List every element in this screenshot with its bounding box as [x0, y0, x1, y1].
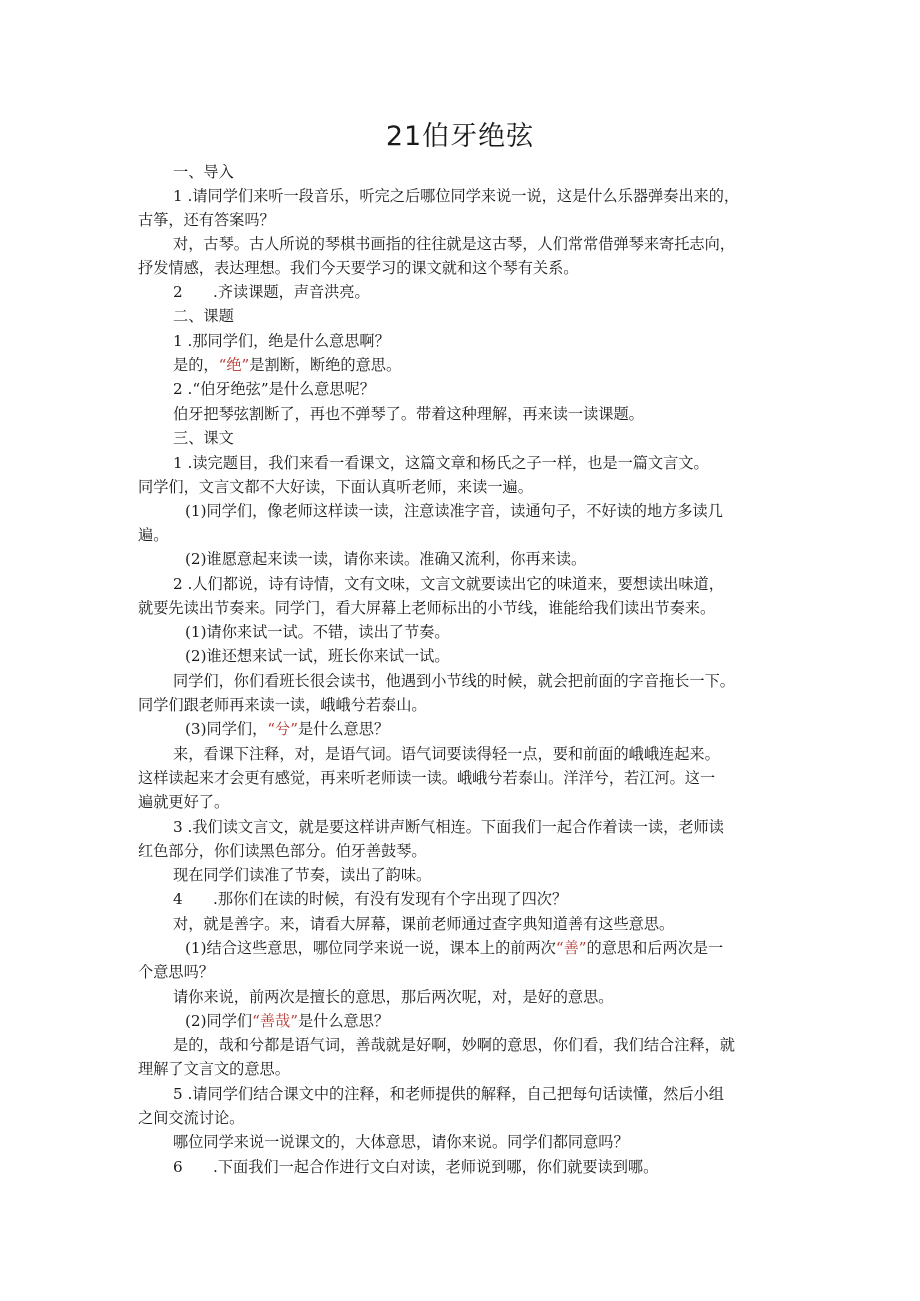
- text-line: [185, 719, 389, 739]
- line-text: 1 .那同学们，绝是什么意思啊？: [173, 332, 390, 350]
- text-line: [173, 428, 234, 448]
- line-text: 红色部分，你们读黑色部分。伯牙善鼓琴。: [138, 842, 427, 860]
- line-text: (1)请你来试一试。不错，读出了节奏。: [185, 623, 450, 641]
- line-text: 这样读起来才会更有感觉，再来听老师读一读。峨峨兮若泰山。洋洋兮，若江河。这一: [138, 769, 716, 787]
- text-line: [138, 598, 715, 618]
- text-line: [173, 889, 567, 909]
- line-text: 遍就更好了。: [138, 793, 230, 811]
- text-line: [173, 234, 735, 254]
- line-text: 2 .人们都说，诗有诗情，文有文味，文言文就要读出它的味道来，要想读出味道，: [173, 575, 724, 593]
- line-text: 对，古琴。古人所说的琴棋书画指的往往就是这古琴，人们常常借弹琴来寄托志向，: [173, 235, 735, 253]
- line-text: 对，就是善字。来，请看大屏幕，课前老师通过查字典知道善有这些意思。: [173, 915, 675, 933]
- text-line: [138, 841, 427, 861]
- line-text: 来，看课下注释，对，是语气词。语气词要读得轻一点，要和前面的峨峨连起来。: [173, 745, 720, 763]
- text-line: [173, 331, 390, 351]
- line-text: 现在同学们读准了节奏，读出了韵味。: [173, 866, 432, 884]
- line-text: 古筝，还有答案吗？: [138, 211, 275, 229]
- text-line: [138, 792, 229, 812]
- highlighted-term: “兮”: [267, 720, 298, 738]
- line-text: 三、课文: [173, 429, 234, 447]
- line-text: (2)谁愿意起来读一读，请你来读。准确又流利，你再来读。: [185, 550, 587, 568]
- line-text: 二、课题: [173, 307, 234, 325]
- text-line: [173, 574, 724, 594]
- text-line: [173, 744, 720, 764]
- text-line: [173, 379, 375, 399]
- text-line: [173, 453, 709, 473]
- text-line: [138, 768, 715, 788]
- line-text: 个意思吗？: [138, 963, 214, 981]
- text-line: [138, 525, 168, 545]
- line-text: (2)同学们: [185, 1012, 253, 1030]
- line-text: 2 .齐读课题，声音洪亮。: [173, 283, 370, 301]
- text-line: [173, 186, 739, 206]
- line-text: 遍。: [138, 526, 169, 544]
- line-text: 是割断，断绝的意思。: [249, 356, 402, 374]
- line-text: 同学们跟老师再来读一读，峨峨兮若泰山。: [138, 696, 427, 714]
- line-text: 6 .下面我们一起合作进行文白对读，老师说到哪，你们就要读到哪。: [173, 1158, 659, 1176]
- line-text: 一、导入: [173, 163, 234, 181]
- text-line: [138, 695, 427, 715]
- text-line: [138, 962, 214, 982]
- line-text: 的意思和后两次是一: [586, 939, 724, 957]
- line-text: 之间交流讨论。: [138, 1109, 245, 1127]
- text-line: [173, 1084, 724, 1104]
- line-text: (3)同学们，: [185, 720, 268, 738]
- text-line: [173, 306, 234, 326]
- text-line: [173, 1132, 629, 1152]
- text-line: [138, 1108, 244, 1128]
- line-text: (1)结合这些意思，哪位同学来说一说，课本上的前两次: [185, 939, 556, 957]
- line-text: 理解了文言文的意思。: [138, 1060, 290, 1078]
- text-line: [138, 210, 275, 230]
- line-text: 是的，: [173, 356, 219, 374]
- line-text: (1)同学们，像老师这样读一读，注意读准字音，读通句子，不好读的地方多读几: [185, 502, 723, 520]
- text-line: [173, 1035, 735, 1055]
- text-line: [173, 404, 644, 424]
- line-text: 5 .请同学们结合课文中的注释，和老师提供的解释，自己把每句话读懂，然后小组: [173, 1085, 724, 1103]
- line-text: 就要先读出节奏来。同学门，看大屏幕上老师标出的小节线，谁能给我们读出节奏来。: [138, 599, 716, 617]
- page-title: 21伯牙绝弦: [385, 121, 535, 152]
- highlighted-term: “善”: [555, 939, 587, 957]
- line-text: (2)谁还想来试一试，班长你来试一试。: [185, 647, 450, 665]
- text-line: [173, 865, 431, 885]
- text-line: [173, 671, 735, 691]
- line-text: 4 .那你们在读的时候，有没有发现有个字出现了四次？: [173, 890, 568, 908]
- text-line: [138, 1059, 290, 1079]
- highlighted-term: “绝”: [218, 356, 250, 374]
- text-line: [173, 282, 370, 302]
- line-text: 3 .我们读文言文，就是要这样讲声断气相连。下面我们一起合作着读一读，老师读: [173, 818, 724, 836]
- line-text: 是的，哉和兮都是语气词，善哉就是好啊，妙啊的意思，你们看，我们结合注释，就: [173, 1036, 735, 1054]
- text-line: [185, 1011, 389, 1031]
- text-line: [185, 622, 450, 642]
- line-text: 1 .读完题目，我们来看一看课文，这篇文章和杨氏之子一样，也是一篇文言文。: [173, 454, 709, 472]
- line-text: 伯牙把琴弦割断了，再也不弹琴了。带着这种理解，再来读一读课题。: [173, 405, 644, 423]
- line-text: 是什么意思？: [297, 1012, 390, 1030]
- text-line: [173, 355, 401, 375]
- line-text: 同学们，你们看班长很会读书，他遇到小节线的时候，就会把前面的字音拖长一下。: [173, 672, 735, 690]
- text-line: [185, 501, 723, 521]
- line-text: 抒发情感，表达理想。我们今天要学习的课文就和这个琴有关系。: [138, 259, 579, 277]
- text-line: [185, 646, 450, 666]
- text-line: [173, 817, 724, 837]
- text-line: [138, 258, 578, 278]
- line-text: 2 .“伯牙绝弦”是什么意思呢？: [173, 380, 375, 398]
- line-text: 同学们，文言文都不大好读，下面认真听老师，来读一遍。: [138, 478, 533, 496]
- text-line: [138, 477, 533, 497]
- line-text: 是什么意思？: [297, 720, 390, 738]
- line-text: 1 .请同学们来听一段音乐，听完之后哪位同学来说一说，这是什么乐器弹奏出来的，: [173, 187, 740, 205]
- text-line: [185, 938, 723, 958]
- line-text: 请你来说，前两次是擅长的意思，那后两次呢，对，是好的意思。: [173, 988, 614, 1006]
- highlighted-term: “善哉”: [252, 1012, 298, 1030]
- text-line: [173, 914, 674, 934]
- line-text: 哪位同学来说一说课文的，大体意思，请你来说。同学们都同意吗？: [173, 1133, 629, 1151]
- text-line: [173, 987, 613, 1007]
- text-line: [185, 549, 586, 569]
- text-line: [173, 162, 234, 182]
- text-line: [173, 1157, 658, 1177]
